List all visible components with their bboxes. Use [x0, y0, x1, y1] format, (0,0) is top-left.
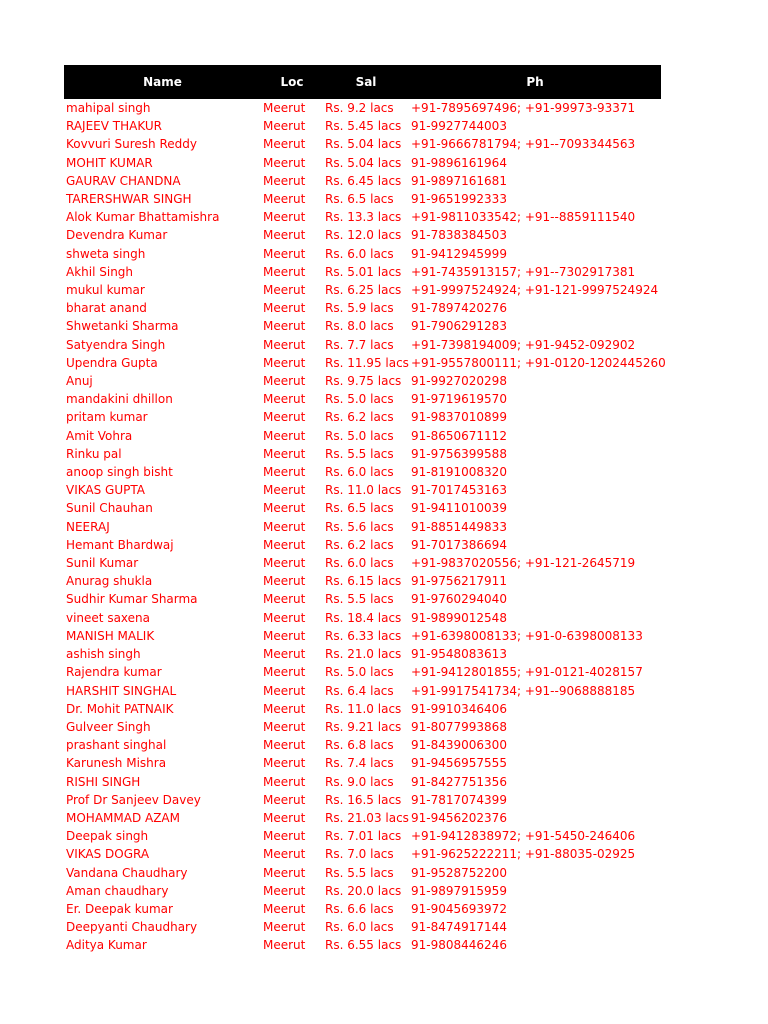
cell-loc: Meerut	[263, 901, 306, 916]
cell-sal: Rs. 9.2 lacs	[325, 101, 394, 115]
cell-ph: 91-9456202376	[411, 810, 507, 825]
cell-sal: Rs. 6.5 lacs	[325, 192, 394, 207]
cell-sal: Rs. 6.0 lacs	[325, 246, 394, 261]
cell-ph: 91-8851449833	[411, 519, 507, 534]
cell-ph: 91-9756399588	[411, 446, 507, 461]
cell-sal: Rs. 21.03 lacs	[325, 810, 409, 825]
cell-ph: 91-9927744003	[411, 119, 507, 134]
cell-ph: +91-9557800111; +91-0120-1202445260	[411, 355, 666, 370]
cell-ph: +91-9997524924; +91-121-9997524924	[411, 283, 659, 298]
table-row	[64, 827, 661, 845]
cell-sal: Rs. 5.0 lacs	[325, 428, 394, 443]
table-row	[64, 754, 661, 772]
header-sal: Sal	[355, 75, 377, 89]
cell-loc: Meerut	[263, 647, 306, 662]
table-row	[64, 445, 661, 463]
cell-name: Devendra Kumar	[66, 228, 168, 243]
table-row	[64, 135, 661, 153]
cell-sal: Rs. 5.45 lacs	[325, 119, 402, 134]
cell-ph: 91-9927020298	[411, 374, 507, 389]
cell-loc: Meerut	[263, 683, 306, 698]
cell-name: Anuj	[66, 374, 93, 389]
cell-sal: Rs. 6.4 lacs	[325, 683, 394, 698]
header-name: Name	[143, 75, 182, 89]
cell-sal: Rs. 21.0 lacs	[325, 647, 402, 662]
cell-name: Sunil Chauhan	[66, 501, 153, 516]
table-row	[64, 554, 661, 572]
cell-ph: 91-9897161681	[411, 173, 507, 188]
table-row	[64, 245, 661, 263]
cell-name: mukul kumar	[66, 283, 145, 298]
cell-loc: Meerut	[263, 756, 306, 771]
cell-sal: Rs. 6.25 lacs	[325, 283, 402, 298]
cell-sal: Rs. 18.4 lacs	[325, 610, 402, 625]
table-row	[64, 117, 661, 135]
cell-name: RISHI SINGH	[66, 774, 141, 789]
cell-name: MOHAMMAD AZAM	[66, 810, 180, 825]
cell-name: Dr. Mohit PATNAIK	[66, 701, 174, 716]
table-row	[64, 791, 661, 809]
cell-loc: Meerut	[263, 210, 306, 225]
cell-name: TARERSHWAR SINGH	[66, 192, 192, 207]
cell-loc: Meerut	[263, 319, 306, 334]
table-row	[64, 590, 661, 608]
cell-name: Deepak singh	[66, 829, 149, 844]
cell-sal: Rs. 9.75 lacs	[325, 374, 402, 389]
cell-name: Alok Kumar Bhattamishra	[66, 210, 220, 225]
cell-ph: 91-8474917144	[411, 920, 507, 935]
cell-ph: +91-9412838972; +91-5450-246406	[411, 829, 636, 844]
cell-ph: 91-9528752200	[411, 865, 507, 880]
cell-sal: Rs. 7.0 lacs	[325, 847, 394, 862]
table-row	[64, 700, 661, 718]
cell-loc: Meerut	[263, 410, 306, 425]
cell-loc: Meerut	[263, 155, 306, 170]
cell-sal: Rs. 5.9 lacs	[325, 301, 394, 316]
cell-ph: 91-8077993868	[411, 719, 507, 734]
cell-sal: Rs. 5.5 lacs	[325, 446, 394, 461]
cell-loc: Meerut	[263, 192, 306, 207]
cell-sal: Rs. 5.04 lacs	[325, 155, 402, 170]
cell-sal: Rs. 6.0 lacs	[325, 556, 394, 571]
cell-ph: 91-9910346406	[411, 701, 507, 716]
cell-loc: Meerut	[263, 537, 306, 552]
table-row	[64, 281, 661, 299]
cell-sal: Rs. 6.0 lacs	[325, 465, 394, 480]
cell-ph: 91-9896161964	[411, 155, 507, 170]
cell-name: MANISH MALIK	[66, 628, 155, 643]
cell-ph: +91-9666781794; +91--7093344563	[411, 137, 636, 152]
cell-name: HARSHIT SINGHAL	[66, 683, 177, 698]
cell-name: RAJEEV THAKUR	[66, 119, 163, 134]
cell-name: Deepyanti Chaudhary	[66, 920, 198, 935]
cell-name: Prof Dr Sanjeev Davey	[66, 792, 201, 807]
cell-sal: Rs. 6.0 lacs	[325, 920, 394, 935]
table-row	[64, 372, 661, 390]
cell-ph: 91-7838384503	[411, 228, 507, 243]
cell-ph: 91-9456957555	[411, 756, 507, 771]
table-row	[64, 499, 661, 517]
cell-sal: Rs. 6.8 lacs	[325, 738, 394, 753]
cell-ph: 91-8650671112	[411, 428, 507, 443]
cell-name: Sudhir Kumar Sharma	[66, 592, 198, 607]
cell-loc: Meerut	[263, 173, 306, 188]
cell-sal: Rs. 6.6 lacs	[325, 901, 394, 916]
cell-loc: Meerut	[263, 301, 306, 316]
cell-sal: Rs. 16.5 lacs	[325, 792, 402, 807]
header-row	[64, 65, 661, 99]
cell-ph: +91-9811033542; +91--8859111540	[411, 210, 636, 225]
cell-sal: Rs. 6.5 lacs	[325, 501, 394, 516]
cell-loc: Meerut	[263, 519, 306, 534]
cell-sal: Rs. 6.33 lacs	[325, 628, 402, 643]
table-row	[64, 408, 661, 426]
cell-loc: Meerut	[263, 337, 306, 352]
cell-name: Rajendra kumar	[66, 665, 162, 680]
cell-ph: 91-8439006300	[411, 738, 507, 753]
table-row	[64, 936, 661, 954]
cell-sal: Rs. 5.0 lacs	[325, 392, 394, 407]
cell-sal: Rs. 13.3 lacs	[325, 210, 402, 225]
cell-loc: Meerut	[263, 883, 306, 898]
cell-loc: Meerut	[263, 938, 306, 953]
cell-ph: 91-7906291283	[411, 319, 507, 334]
cell-ph: +91-7435913157; +91--7302917381	[411, 264, 636, 279]
cell-name: Vandana Chaudhary	[66, 865, 188, 880]
cell-loc: Meerut	[263, 119, 306, 134]
data-table-container	[64, 65, 666, 955]
table-row	[64, 572, 661, 590]
cell-loc: Meerut	[263, 228, 306, 243]
cell-loc: Meerut	[263, 847, 306, 862]
data-table	[64, 65, 666, 955]
cell-name: pritam kumar	[66, 410, 148, 425]
cell-name: Gulveer Singh	[66, 719, 151, 734]
table-row	[64, 336, 661, 354]
cell-name: anoop singh bisht	[66, 465, 173, 480]
cell-sal: Rs. 12.0 lacs	[325, 228, 402, 243]
cell-name: Akhil Singh	[66, 264, 134, 279]
cell-sal: Rs. 9.21 lacs	[325, 719, 402, 734]
table-row	[64, 809, 661, 827]
cell-sal: Rs. 5.5 lacs	[325, 592, 394, 607]
cell-name: Amit Vohra	[66, 428, 133, 443]
table-row	[64, 172, 661, 190]
table-row	[64, 536, 661, 554]
cell-sal: Rs. 6.2 lacs	[325, 537, 394, 552]
cell-name: Anurag shukla	[66, 574, 153, 589]
cell-sal: Rs. 5.5 lacs	[325, 865, 394, 880]
cell-ph: 91-9651992333	[411, 192, 507, 207]
cell-sal: Rs. 9.0 lacs	[325, 774, 394, 789]
cell-loc: Meerut	[263, 446, 306, 461]
cell-sal: Rs. 8.0 lacs	[325, 319, 394, 334]
cell-loc: Meerut	[263, 246, 306, 261]
cell-loc: Meerut	[263, 592, 306, 607]
header-loc: Loc	[280, 75, 304, 89]
cell-name: vineet saxena	[66, 610, 151, 625]
table-row	[64, 682, 661, 700]
table-row	[64, 518, 661, 536]
cell-sal: Rs. 11.95 lacs	[325, 355, 409, 370]
cell-ph: 91-7817074399	[411, 792, 507, 807]
cell-name: Kovvuri Suresh Reddy	[66, 137, 197, 152]
table-row	[64, 390, 661, 408]
table-row	[64, 773, 661, 791]
cell-name: VIKAS DOGRA	[66, 847, 150, 862]
cell-name: shweta singh	[66, 246, 146, 261]
cell-name: Rinku pal	[66, 446, 122, 461]
cell-name: Shwetanki Sharma	[66, 319, 179, 334]
table-row	[64, 882, 661, 900]
table-row	[64, 99, 661, 117]
table-row	[64, 481, 661, 499]
cell-ph: 91-9412945999	[411, 246, 507, 261]
cell-sal: Rs. 11.0 lacs	[325, 483, 402, 498]
table-row	[64, 299, 661, 317]
cell-name: Aditya Kumar	[66, 938, 147, 953]
cell-name: prashant singhal	[66, 738, 167, 753]
cell-loc: Meerut	[263, 701, 306, 716]
cell-sal: Rs. 7.7 lacs	[325, 337, 394, 352]
cell-ph: +91-9625222211; +91-88035-02925	[411, 847, 636, 862]
table-row	[64, 718, 661, 736]
table-row	[64, 645, 661, 663]
table-row	[64, 208, 661, 226]
table-row	[64, 609, 661, 627]
cell-sal: Rs. 7.01 lacs	[325, 829, 402, 844]
cell-name: Er. Deepak kumar	[66, 901, 173, 916]
cell-loc: Meerut	[263, 264, 306, 279]
cell-ph: 91-8191008320	[411, 465, 507, 480]
cell-name: Sunil Kumar	[66, 556, 139, 571]
cell-loc: Meerut	[263, 374, 306, 389]
cell-sal: Rs. 7.4 lacs	[325, 756, 394, 771]
cell-ph: +91-9837020556; +91-121-2645719	[411, 556, 636, 571]
table-row	[64, 317, 661, 335]
cell-ph: 91-7897420276	[411, 301, 507, 316]
cell-loc: Meerut	[263, 829, 306, 844]
cell-name: MOHIT KUMAR	[66, 155, 153, 170]
cell-loc: Meerut	[263, 574, 306, 589]
cell-loc: Meerut	[263, 665, 306, 680]
header-ph: Ph	[526, 75, 544, 89]
cell-ph: 91-9719619570	[411, 392, 507, 407]
cell-sal: Rs. 11.0 lacs	[325, 701, 402, 716]
cell-ph: 91-9837010899	[411, 410, 507, 425]
cell-name: VIKAS GUPTA	[66, 483, 145, 498]
cell-loc: Meerut	[263, 774, 306, 789]
cell-sal: Rs. 5.0 lacs	[325, 665, 394, 680]
cell-name: Satyendra Singh	[66, 337, 166, 352]
cell-loc: Meerut	[263, 428, 306, 443]
cell-loc: Meerut	[263, 920, 306, 935]
table-row	[64, 918, 661, 936]
table-body	[64, 99, 666, 955]
cell-loc: Meerut	[263, 101, 306, 115]
cell-sal: Rs. 6.45 lacs	[325, 173, 402, 188]
cell-name: ashish singh	[66, 647, 141, 662]
cell-ph: 91-9760294040	[411, 592, 507, 607]
cell-ph: 91-9899012548	[411, 610, 507, 625]
cell-ph: 91-9548083613	[411, 647, 507, 662]
cell-name: Aman chaudhary	[66, 883, 169, 898]
cell-ph: +91-7895697496; +91-99973-93371	[411, 101, 636, 115]
cell-loc: Meerut	[263, 865, 306, 880]
cell-loc: Meerut	[263, 465, 306, 480]
table-row	[64, 226, 661, 244]
table-row	[64, 627, 661, 645]
cell-loc: Meerut	[263, 610, 306, 625]
table-row	[64, 663, 661, 681]
table-row	[64, 154, 661, 172]
table-row	[64, 354, 661, 372]
cell-name: GAURAV CHANDNA	[66, 173, 181, 188]
cell-name: Hemant Bhardwaj	[66, 537, 174, 552]
cell-name: mandakini dhillon	[66, 392, 173, 407]
table-row	[64, 864, 661, 882]
cell-loc: Meerut	[263, 810, 306, 825]
cell-sal: Rs. 5.6 lacs	[325, 519, 394, 534]
table-row	[64, 263, 661, 281]
cell-ph: +91-9917541734; +91--9068888185	[411, 683, 636, 698]
cell-loc: Meerut	[263, 283, 306, 298]
cell-loc: Meerut	[263, 792, 306, 807]
cell-loc: Meerut	[263, 556, 306, 571]
cell-loc: Meerut	[263, 501, 306, 516]
cell-ph: +91-7398194009; +91-9452-092902	[411, 337, 636, 352]
table-row	[64, 845, 661, 863]
cell-ph: 91-7017453163	[411, 483, 507, 498]
cell-ph: 91-7017386694	[411, 537, 507, 552]
cell-name: NEERAJ	[66, 519, 110, 534]
cell-sal: Rs. 6.2 lacs	[325, 410, 394, 425]
cell-name: mahipal singh	[66, 101, 151, 115]
cell-name: bharat anand	[66, 301, 147, 316]
cell-sal: Rs. 20.0 lacs	[325, 883, 402, 898]
cell-sal: Rs. 5.01 lacs	[325, 264, 402, 279]
cell-name: Upendra Gupta	[66, 355, 158, 370]
cell-loc: Meerut	[263, 392, 306, 407]
cell-loc: Meerut	[263, 738, 306, 753]
cell-sal: Rs. 5.04 lacs	[325, 137, 402, 152]
cell-name: Karunesh Mishra	[66, 756, 167, 771]
cell-ph: +91-9412801855; +91-0121-4028157	[411, 665, 643, 680]
cell-ph: 91-9897915959	[411, 883, 507, 898]
cell-loc: Meerut	[263, 628, 306, 643]
cell-ph: +91-6398008133; +91-0-6398008133	[411, 628, 643, 643]
cell-loc: Meerut	[263, 719, 306, 734]
cell-ph: 91-9808446246	[411, 938, 507, 953]
table-row	[64, 736, 661, 754]
cell-sal: Rs. 6.15 lacs	[325, 574, 402, 589]
cell-ph: 91-9756217911	[411, 574, 507, 589]
table-row	[64, 190, 661, 208]
cell-ph: 91-9411010039	[411, 501, 507, 516]
cell-ph: 91-8427751356	[411, 774, 507, 789]
table-row	[64, 900, 661, 918]
table-row	[64, 427, 661, 445]
cell-loc: Meerut	[263, 137, 306, 152]
cell-sal: Rs. 6.55 lacs	[325, 938, 402, 953]
cell-ph: 91-9045693972	[411, 901, 507, 916]
cell-loc: Meerut	[263, 355, 306, 370]
table-row	[64, 463, 661, 481]
cell-loc: Meerut	[263, 483, 306, 498]
